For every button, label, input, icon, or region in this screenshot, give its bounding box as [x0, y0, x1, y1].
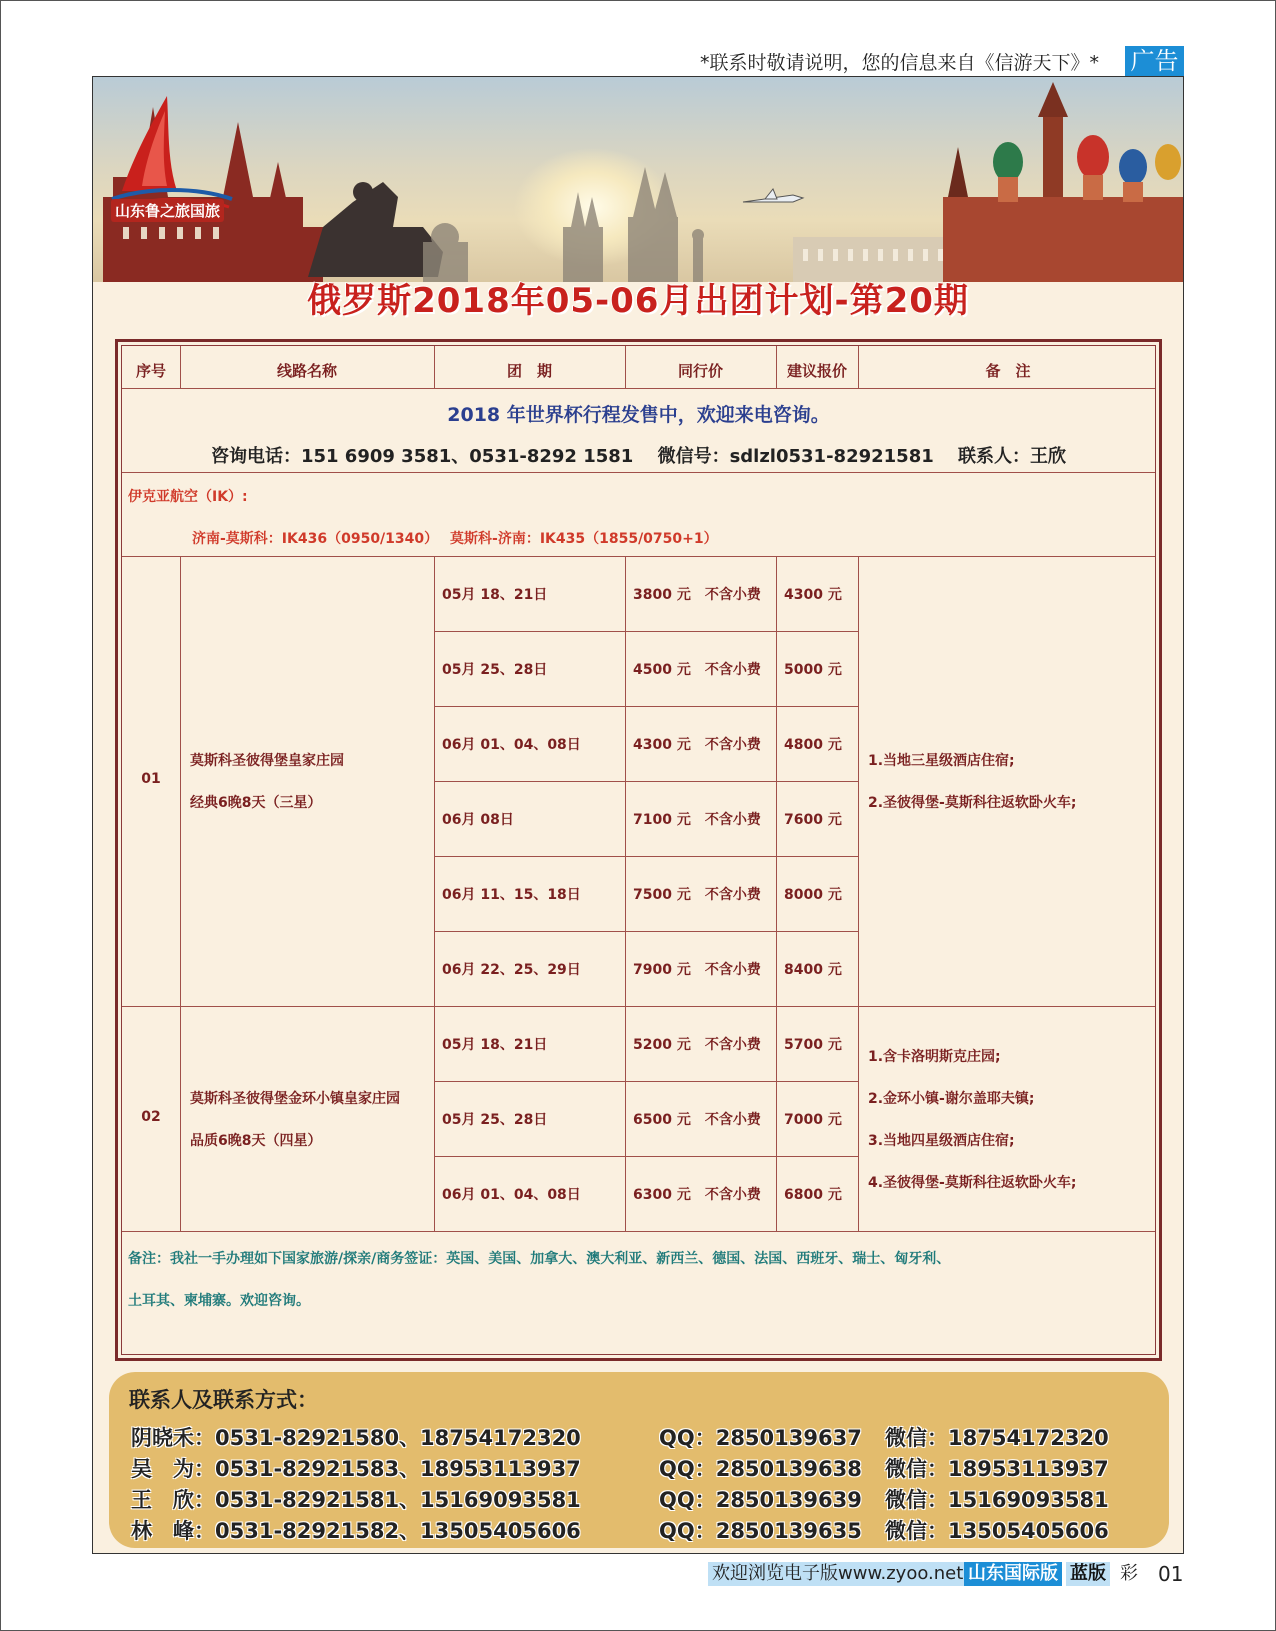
rule	[434, 1156, 858, 1157]
worldcup-promo: 2018 年世界杯行程发售中，欢迎来电咨询。	[447, 404, 830, 426]
trade-price: 4300 元 不含小费	[633, 737, 761, 753]
rule	[434, 856, 858, 857]
rule	[180, 556, 181, 1231]
logo-text: 山东鲁之旅国旅	[111, 199, 224, 222]
route-note: 1.当地三星级酒店住宿;	[868, 753, 1015, 769]
rule	[434, 1081, 858, 1082]
suggested-price: 6800 元	[784, 1187, 842, 1203]
contact-qq: QQ：2850139639	[659, 1488, 862, 1512]
suggested-price: 7000 元	[784, 1112, 842, 1128]
departure-date: 06月 01、04、08日	[442, 737, 581, 753]
suggested-price: 7600 元	[784, 812, 842, 828]
header-route: 线路名称	[276, 362, 337, 380]
route-name-sub: 品质6晚8天（四星）	[190, 1133, 322, 1149]
route-no: 02	[141, 1109, 161, 1125]
page-number: 01	[1158, 1562, 1184, 1586]
suggested-price: 8000 元	[784, 887, 842, 903]
suggested-price: 8400 元	[784, 962, 842, 978]
footer-edition: 山东国际版	[964, 1562, 1062, 1586]
route-no: 01	[141, 771, 161, 787]
visa-remark: 备注：我社一手办理如下国家旅游/探亲/商务签证：英国、美国、加拿大、澳大利亚、新西兰、德国、法国、西班牙、瑞士、匈牙利、	[128, 1251, 951, 1267]
rule	[122, 556, 1155, 557]
rule	[122, 472, 1155, 473]
route-note: 2.金环小镇-谢尔盖耶夫镇;	[868, 1091, 1035, 1107]
contact-phones: 0531-82921582、13505405606	[215, 1519, 581, 1543]
contact-row	[131, 1453, 581, 1483]
trade-price: 6300 元 不含小费	[633, 1187, 761, 1203]
rule	[434, 706, 858, 707]
contact-qq: QQ：2850139635	[659, 1519, 862, 1543]
rule	[434, 781, 858, 782]
rule	[434, 931, 858, 932]
trade-price: 6500 元 不含小费	[633, 1112, 761, 1128]
rule	[122, 1231, 1155, 1232]
departure-date: 05月 25、28日	[442, 1112, 548, 1128]
suggested-price: 4300 元	[784, 587, 842, 603]
contact-qq: QQ：2850139637	[659, 1426, 862, 1450]
departure-date: 06月 08日	[442, 812, 514, 828]
flights: 济南-莫斯科：IK436（0950/1340） 莫斯科-济南：IK435（1855/0750+1）	[192, 531, 718, 547]
departure-date: 05月 18、21日	[442, 1037, 548, 1053]
rule	[858, 556, 859, 1231]
departure-date: 05月 25、28日	[442, 662, 548, 678]
departure-date: 06月 22、25、29日	[442, 962, 581, 978]
route-name: 莫斯科圣彼得堡金环小镇皇家庄园	[190, 1091, 400, 1107]
contact-name: 阴晓禾：	[131, 1426, 215, 1450]
contact-phones: 0531-82921581、15169093581	[215, 1488, 581, 1512]
contact-wechat: 微信：18754172320	[885, 1426, 1109, 1450]
trade-price: 5200 元 不含小费	[633, 1037, 761, 1053]
contact-name: 林 峰：	[131, 1519, 215, 1543]
contact-row	[131, 1422, 581, 1452]
contact-wechat: 微信：13505405606	[885, 1519, 1109, 1543]
rule	[122, 1006, 1155, 1007]
trade-price: 7900 元 不含小费	[633, 962, 761, 978]
trade-price: 7500 元 不含小费	[633, 887, 761, 903]
airline: 伊克亚航空（IK）:	[128, 489, 248, 505]
tour-table-inner	[121, 345, 1156, 1355]
contact-row	[131, 1484, 581, 1514]
trade-price: 3800 元 不含小费	[633, 587, 761, 603]
contact-wechat: 微信：18953113937	[885, 1457, 1109, 1481]
header-notes: 备 注	[985, 362, 1031, 380]
departure-date: 05月 18、21日	[442, 587, 548, 603]
contact-row	[131, 1515, 581, 1545]
route-note: 2.圣彼得堡-莫斯科往返软卧火车;	[868, 795, 1077, 811]
contact-title: 联系人及联系方式：	[129, 1388, 318, 1412]
rule	[434, 631, 858, 632]
page-title: 俄罗斯2018年05-06月出团计划-第20期	[307, 281, 969, 321]
header-suggested-price: 建议报价	[786, 362, 847, 380]
departure-date: 06月 11、15、18日	[442, 887, 581, 903]
hotline: 咨询电话：151 6909 3581、0531-8292 1581 微信号：sdlzl0531-82921581 联系人：王欣	[210, 446, 1067, 467]
route-note: 3.当地四星级酒店住宿;	[868, 1133, 1015, 1149]
footer-blue: 蓝版	[1066, 1562, 1110, 1586]
tour-table	[115, 339, 1162, 1361]
header-trade-price: 同行价	[677, 362, 723, 380]
contact-box	[109, 1372, 1169, 1548]
route-note: 4.圣彼得堡-莫斯科往返软卧火车;	[868, 1175, 1077, 1191]
contact-qq: QQ：2850139638	[659, 1457, 862, 1481]
rule	[776, 556, 777, 1231]
rule	[625, 556, 626, 1231]
suggested-price: 5700 元	[784, 1037, 842, 1053]
route-name-sub: 经典6晚8天（三星）	[190, 795, 322, 811]
banner-image	[93, 77, 1183, 282]
ad-panel	[92, 76, 1184, 1554]
trade-price: 7100 元 不含小费	[633, 812, 761, 828]
contact-name: 王 欣：	[131, 1488, 215, 1512]
contact-phones: 0531-82921583、18953113937	[215, 1457, 581, 1481]
rule	[122, 388, 1155, 389]
skyline-illustration	[93, 77, 1183, 282]
departure-date: 06月 01、04、08日	[442, 1187, 581, 1203]
sail-logo-icon	[112, 96, 232, 207]
header-no: 序号	[135, 362, 166, 380]
trade-price: 4500 元 不含小费	[633, 662, 761, 678]
suggested-price: 4800 元	[784, 737, 842, 753]
rule	[434, 556, 435, 1231]
header-date: 团 期	[506, 362, 552, 380]
visa-remark-cont: 土耳其、柬埔寨。欢迎咨询。	[128, 1293, 310, 1309]
contact-name: 吴 为：	[131, 1457, 215, 1481]
ad-tag: 广告	[1125, 46, 1184, 76]
contact-phones: 0531-82921580、18754172320	[215, 1426, 581, 1450]
route-name: 莫斯科圣彼得堡皇家庄园	[190, 753, 344, 769]
footer-site[interactable]: 欢迎浏览电子版www.zyoo.net	[708, 1562, 967, 1586]
suggested-price: 5000 元	[784, 662, 842, 678]
source-notice: *联系时敬请说明，您的信息来自《信游天下》*	[700, 52, 1100, 74]
contact-wechat: 微信：15169093581	[885, 1488, 1109, 1512]
footer-color: 彩	[1120, 1563, 1138, 1584]
route-note: 1.含卡洛明斯克庄园;	[868, 1049, 1001, 1065]
